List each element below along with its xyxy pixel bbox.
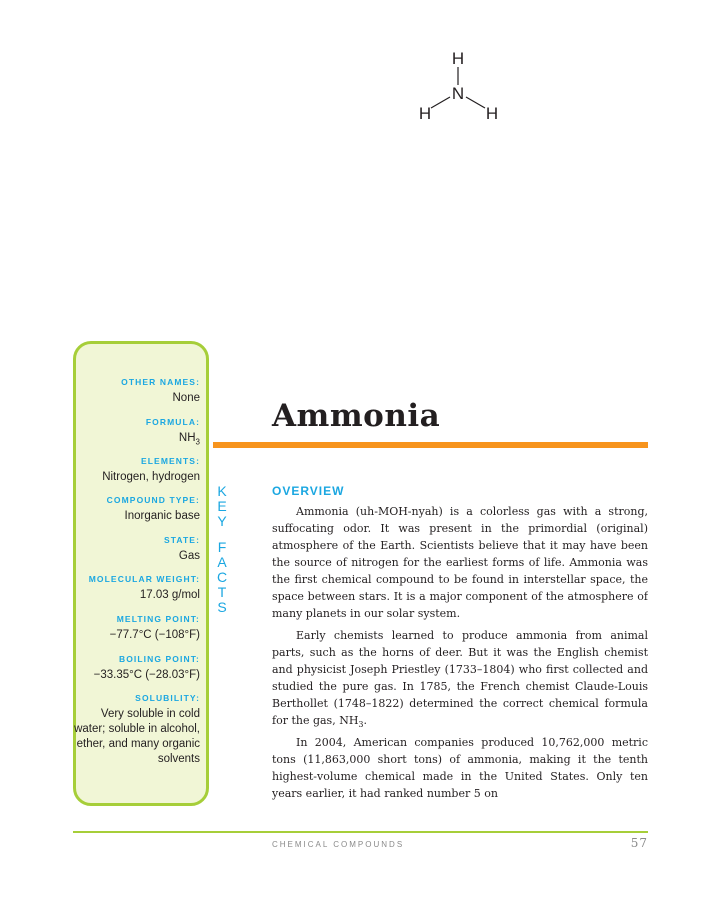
article-body xyxy=(272,503,648,818)
fact-molecular-weight xyxy=(89,574,200,603)
formula-subscript: 3 xyxy=(358,720,364,730)
fact-value: −33.35°C (−28.03°F) xyxy=(93,669,200,681)
fact-value: Very soluble in cold water; soluble in alcohol, ether, and many organic solvents xyxy=(74,708,200,765)
bond-n-h-left xyxy=(431,97,450,108)
vertical-label-letter: A xyxy=(217,553,227,570)
vertical-label-letter: F xyxy=(217,538,227,555)
formula-text: NH xyxy=(178,432,196,444)
vertical-label-letter: K xyxy=(217,483,227,499)
paragraph-end: . xyxy=(363,714,368,727)
atom-h-top: H xyxy=(451,49,465,68)
title-underline xyxy=(213,442,648,448)
paragraph-text: Early chemists learned to produce ammonia from animal parts, such as the horns of deer. But it was the English chemist and physicist Joseph Priestley (1733–1804) who first collected and studied the pure gas. In 1785, the French chemist Claude-Louis Berthollet (1748–1822) determined the correct chemical formula for the gas, NH xyxy=(272,629,648,727)
vertical-label-letter: T xyxy=(217,584,227,601)
fact-value-formula xyxy=(146,431,200,449)
fact-label: ELEMENTS: xyxy=(140,456,200,466)
fact-label: SOLUBILITY: xyxy=(135,693,200,703)
fact-label: COMPOUND TYPE: xyxy=(106,495,200,505)
fact-boiling-point xyxy=(94,654,200,683)
vertical-label-letter: C xyxy=(216,569,228,586)
fact-compound-type xyxy=(107,495,200,524)
atom-h-left: H xyxy=(418,104,432,123)
fact-label: FORMULA: xyxy=(145,417,200,427)
atom-h-right: H xyxy=(485,104,499,123)
bond-n-h-right xyxy=(466,97,485,108)
fact-solubility xyxy=(72,693,200,767)
fact-melting-point xyxy=(110,614,200,643)
fact-elements xyxy=(102,456,200,485)
vertical-label-letter: S xyxy=(217,599,227,616)
fact-value: Nitrogen, hydrogen xyxy=(102,471,200,483)
page-number: 57 xyxy=(630,836,648,850)
paragraph: In 2004, American companies produced 10,762,000 metric tons (11,863,000 short tons) of ammonia, making it the tenth highest-volume chemical made in the United States. Only ten years earlier, it had ranked number 5 on xyxy=(272,736,648,800)
fact-label: MOLECULAR WEIGHT: xyxy=(88,574,200,584)
atom-n-center: N xyxy=(451,84,465,103)
section-heading: OVERVIEW xyxy=(272,484,345,498)
fact-label: MELTING POINT: xyxy=(116,614,200,624)
fact-label: OTHER NAMES: xyxy=(121,377,200,387)
fact-formula xyxy=(146,417,200,449)
vertical-label-letter: Y xyxy=(217,513,227,530)
vertical-label-letter: E xyxy=(217,498,227,515)
fact-value: Gas xyxy=(178,550,200,562)
fact-other-names xyxy=(121,377,200,406)
ammonia-structure-diagram xyxy=(405,40,515,130)
fact-state xyxy=(164,535,200,564)
fact-label: BOILING POINT: xyxy=(118,654,200,664)
running-head: CHEMICAL COMPOUNDS xyxy=(272,840,405,849)
fact-label: STATE: xyxy=(163,535,200,545)
footer-rule xyxy=(73,831,648,833)
fact-value: None xyxy=(172,392,200,404)
fact-value: 17.03 g/mol xyxy=(139,589,200,601)
fact-value: Inorganic base xyxy=(124,510,200,522)
formula-subscript: 3 xyxy=(195,437,200,447)
fact-value: −77.7°C (−108°F) xyxy=(109,629,200,641)
paragraph: Ammonia (uh-MOH-nyah) is a colorless gas with a strong, suffocating odor. It was present in the primordial (original) atmosphere of the Earth. Scientists believe that it may have been the source of nitrogen for the earliest forms of life. Ammonia was the first chemical compound to be found in interstellar space, the space between stars. It is a major component of the atmosphere of many planets in our solar system. xyxy=(272,505,648,620)
article-title: Ammonia xyxy=(272,398,441,434)
paragraph xyxy=(272,627,648,729)
key-facts-panel xyxy=(73,341,209,806)
key-facts-vertical-label xyxy=(212,484,232,616)
